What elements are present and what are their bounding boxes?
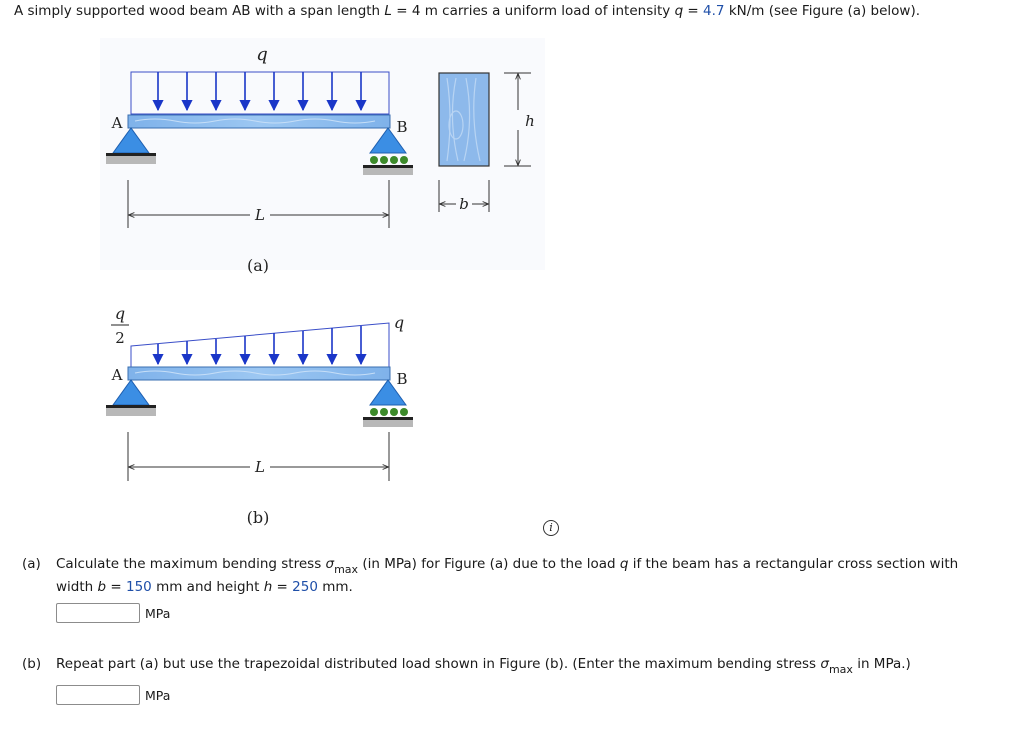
info-icon[interactable]: i [543, 520, 559, 536]
svg-text:B: B [396, 370, 408, 388]
svg-text:2: 2 [115, 329, 125, 347]
b-value: 150 [126, 579, 152, 595]
part-a-dimensions: width b = 150 mm and height h = 250 mm. [56, 579, 353, 595]
svg-text:L: L [255, 458, 265, 476]
svg-text:h: h [525, 112, 535, 130]
figure-b [106, 304, 413, 527]
cross-section [439, 73, 489, 166]
svg-text:A: A [111, 114, 123, 132]
svg-text:L: L [255, 206, 265, 224]
part-a-label: (a) [22, 556, 41, 572]
answer-input-b[interactable] [56, 685, 140, 705]
unit-b: MPa [145, 688, 171, 703]
q-value: 4.7 [703, 3, 725, 19]
unit-a: MPa [145, 606, 171, 621]
svg-text:b: b [459, 195, 469, 213]
svg-text:B: B [396, 118, 408, 136]
part-b-question: Repeat part (a) but use the trapezoidal distributed load shown in Figure (b). (Enter the maximum bending stress $\sigma_{max}$ in MPa.) [56, 656, 911, 676]
answer-input-a[interactable] [56, 603, 140, 623]
part-b-label: (b) [22, 656, 42, 672]
h-value: 250 [292, 579, 318, 595]
beam-figure [0, 0, 560, 530]
load-label-q: q [256, 44, 268, 65]
svg-text:q: q [393, 313, 405, 332]
caption-a: (a) [246, 256, 270, 275]
svg-text:q: q [114, 304, 126, 323]
svg-text:A: A [111, 366, 123, 384]
part-a-question: Calculate the maximum bending stress $\sigma_{max}$ (in MPa) for Figure (a) due to the load q if the beam has a rectangular cross section with [56, 556, 959, 576]
caption-b: (b) [246, 508, 270, 527]
problem-statement: A simply supported wood beam AB with a span length L = 4 m carries a uniform load of intensity q = 4.7 kN/m (see Figure (a) below). [14, 3, 921, 19]
